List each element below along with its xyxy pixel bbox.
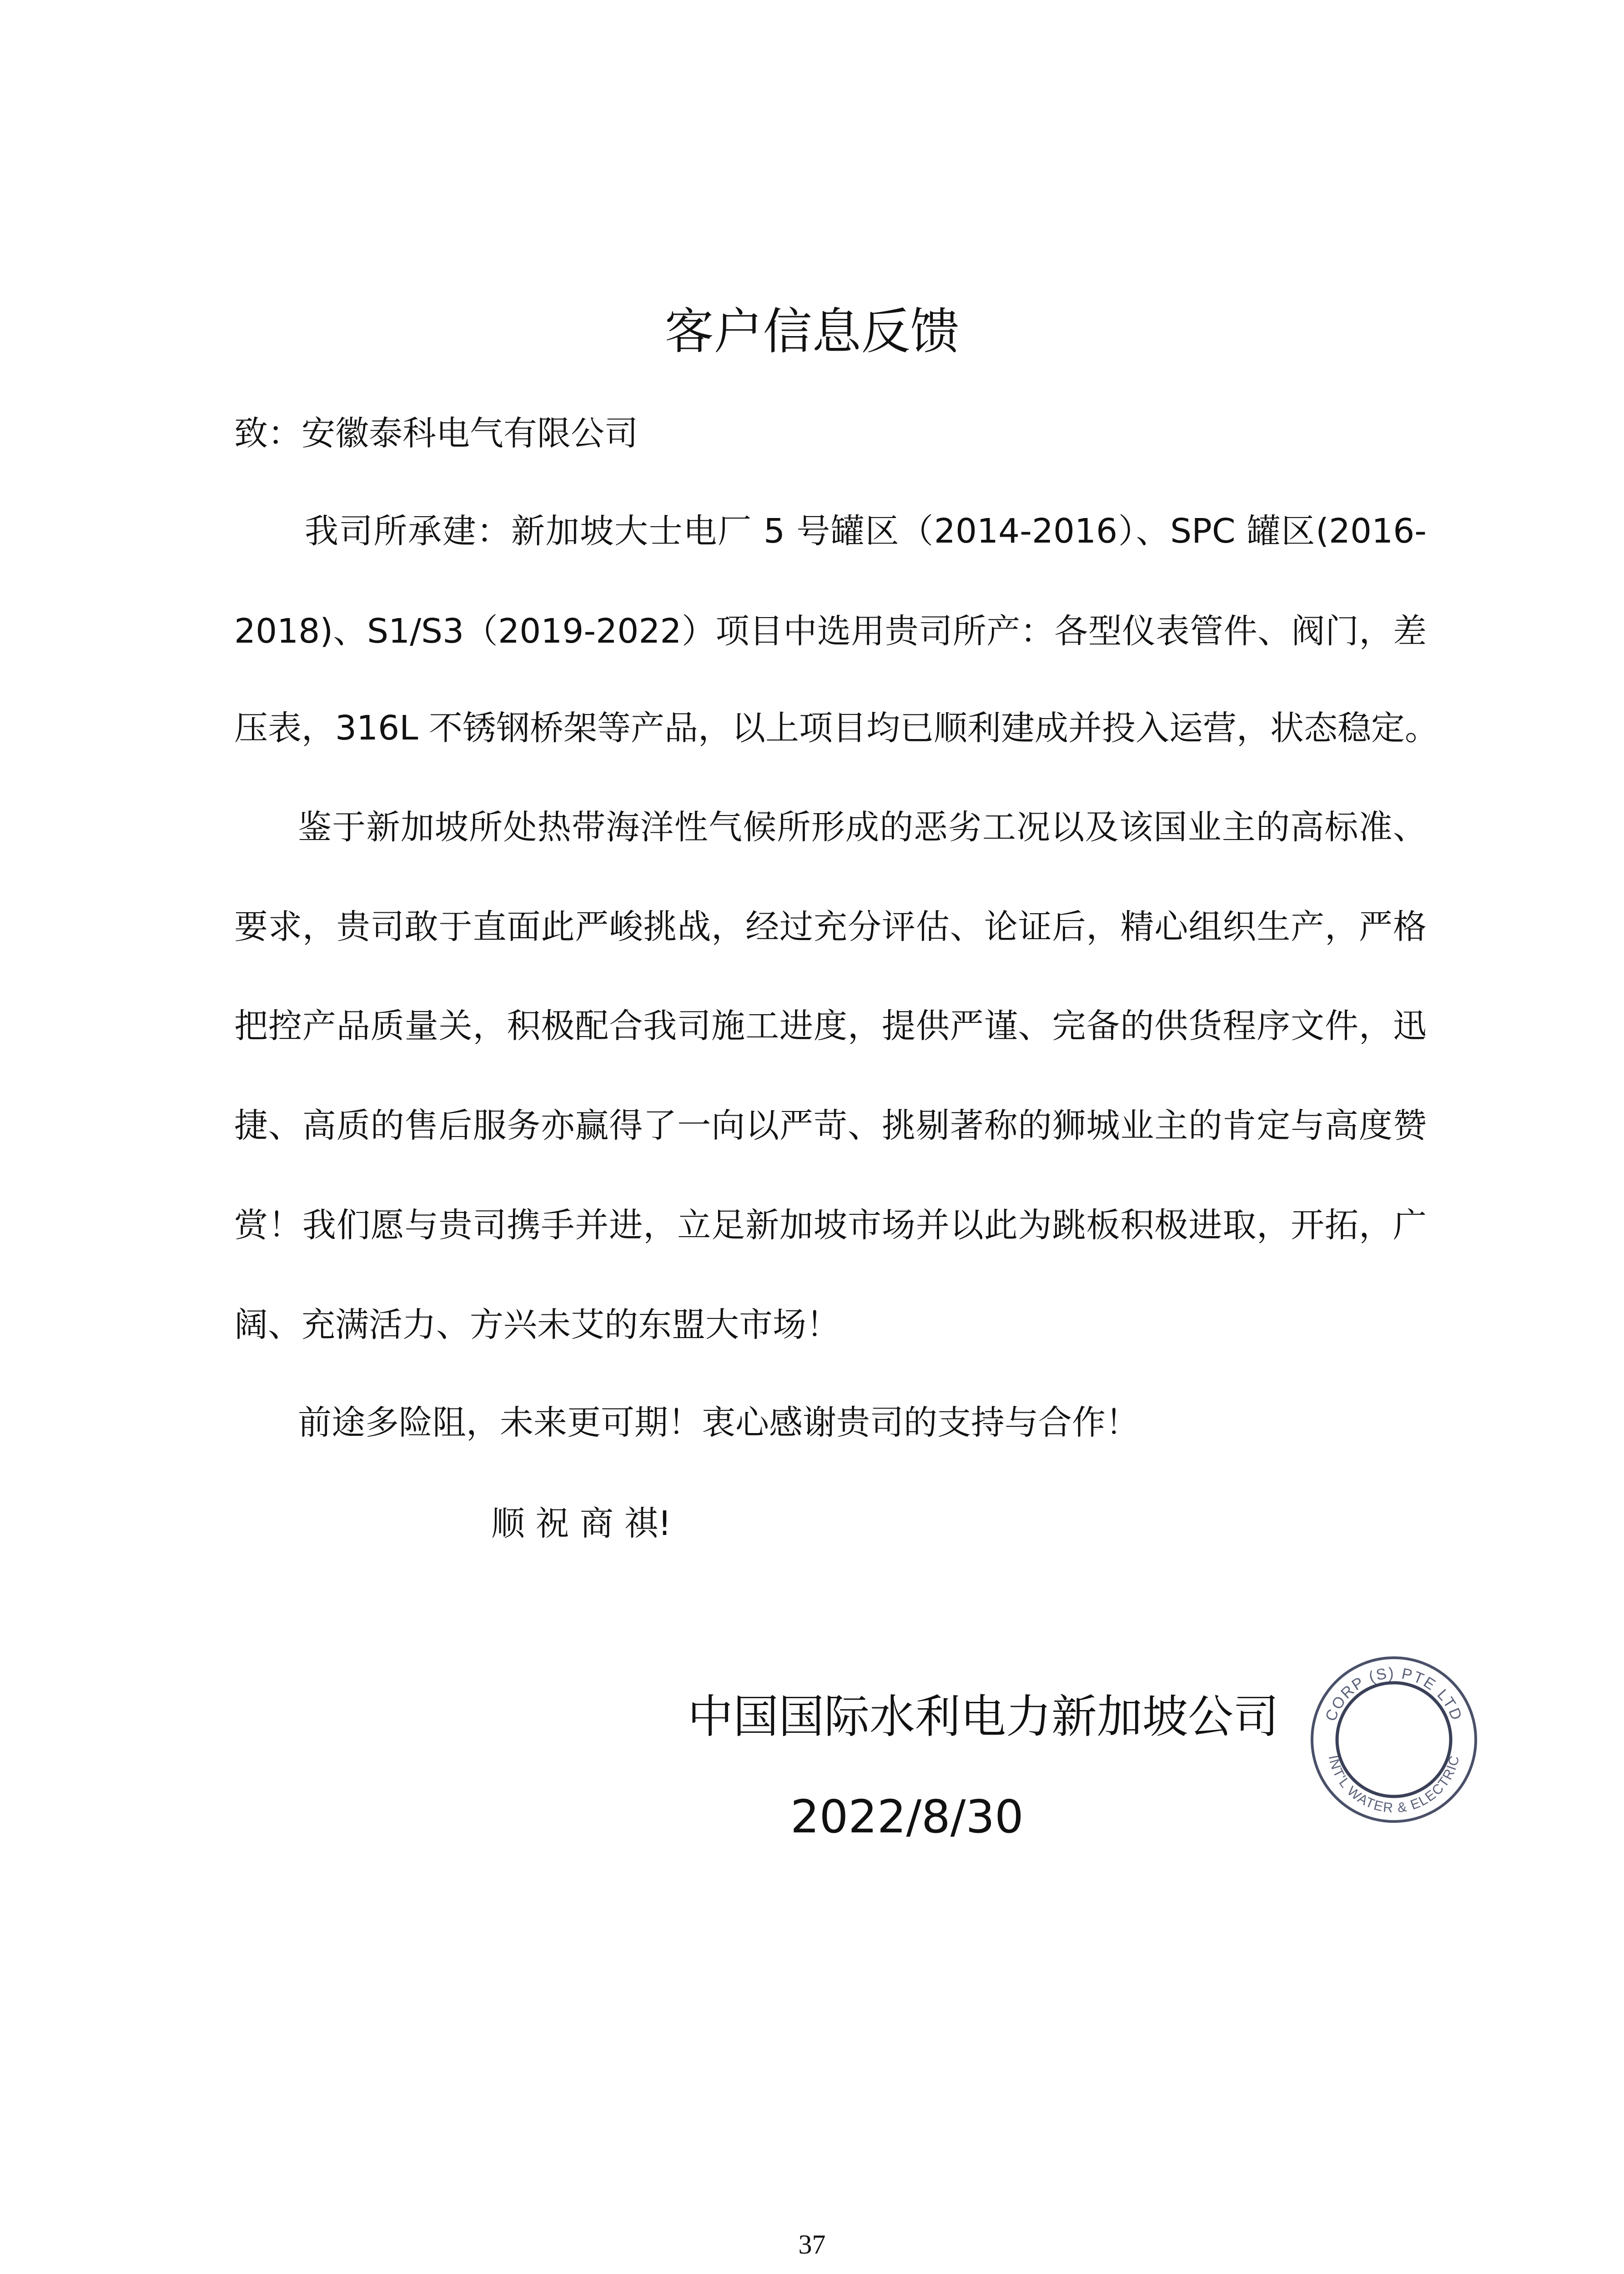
closing: 顺 祝 商 祺! (491, 1504, 672, 1543)
paragraph-1-line: 压表，316L 不锈钢桥架等产品，以上项目均已顺利建成并投入运营，状态稳定。 (234, 709, 1438, 748)
page-number: 37 (798, 2229, 826, 2259)
paragraph-2-line: 阔、充满活力、方兴未艾的东盟大市场！ (234, 1305, 840, 1344)
salutation: 致：安徽泰科电气有限公司 (234, 414, 638, 453)
paragraph-2-line: 鉴于新加坡所处热带海洋性气候所形成的恶劣工况以及该国业主的高标准、 (298, 808, 1427, 847)
paragraph-3: 前途多险阻，未来更可期！衷心感谢贵司的支持与合作！ (298, 1403, 1139, 1442)
paragraph-2-line: 捷、高质的售后服务亦赢得了一向以严苛、挑剔著称的狮城业主的肯定与高度赞 (234, 1106, 1427, 1145)
signature-company: 中国国际水利电力新加坡公司 (688, 1690, 1279, 1743)
paragraph-2-line: 把控产品质量关，积极配合我司施工进度，提供严谨、完备的供货程序文件，迅 (234, 1006, 1427, 1046)
seal-text-bottom: INT'L WATER & ELECTRIC (1325, 1753, 1463, 1816)
paragraph-1-line: 2018)、S1/S3（2019-2022）项目中选用贵司所产：各型仪表管件、阀门，差 (234, 612, 1427, 651)
seal-text-top: CORP (S) PTE LTD (1322, 1664, 1466, 1724)
seal-inner-ring (1337, 1683, 1451, 1796)
company-seal (1310, 1655, 1478, 1824)
document-title: 客户信息反馈 (664, 303, 960, 360)
paragraph-2-line: 要求，贵司敢于直面此严峻挑战，经过充分评估、论证后，精心组织生产，严格 (234, 907, 1427, 946)
signature-date: 2022/8/30 (790, 1790, 1024, 1843)
paragraph-2-line: 赏！我们愿与贵司携手并进，立足新加坡市场并以此为跳板积极进取，开拓，广 (234, 1206, 1427, 1245)
paragraph-1-line: 我司所承建：新加坡大士电厂 5 号罐区（2014-2016）、SPC 罐区(2016- (305, 512, 1427, 551)
